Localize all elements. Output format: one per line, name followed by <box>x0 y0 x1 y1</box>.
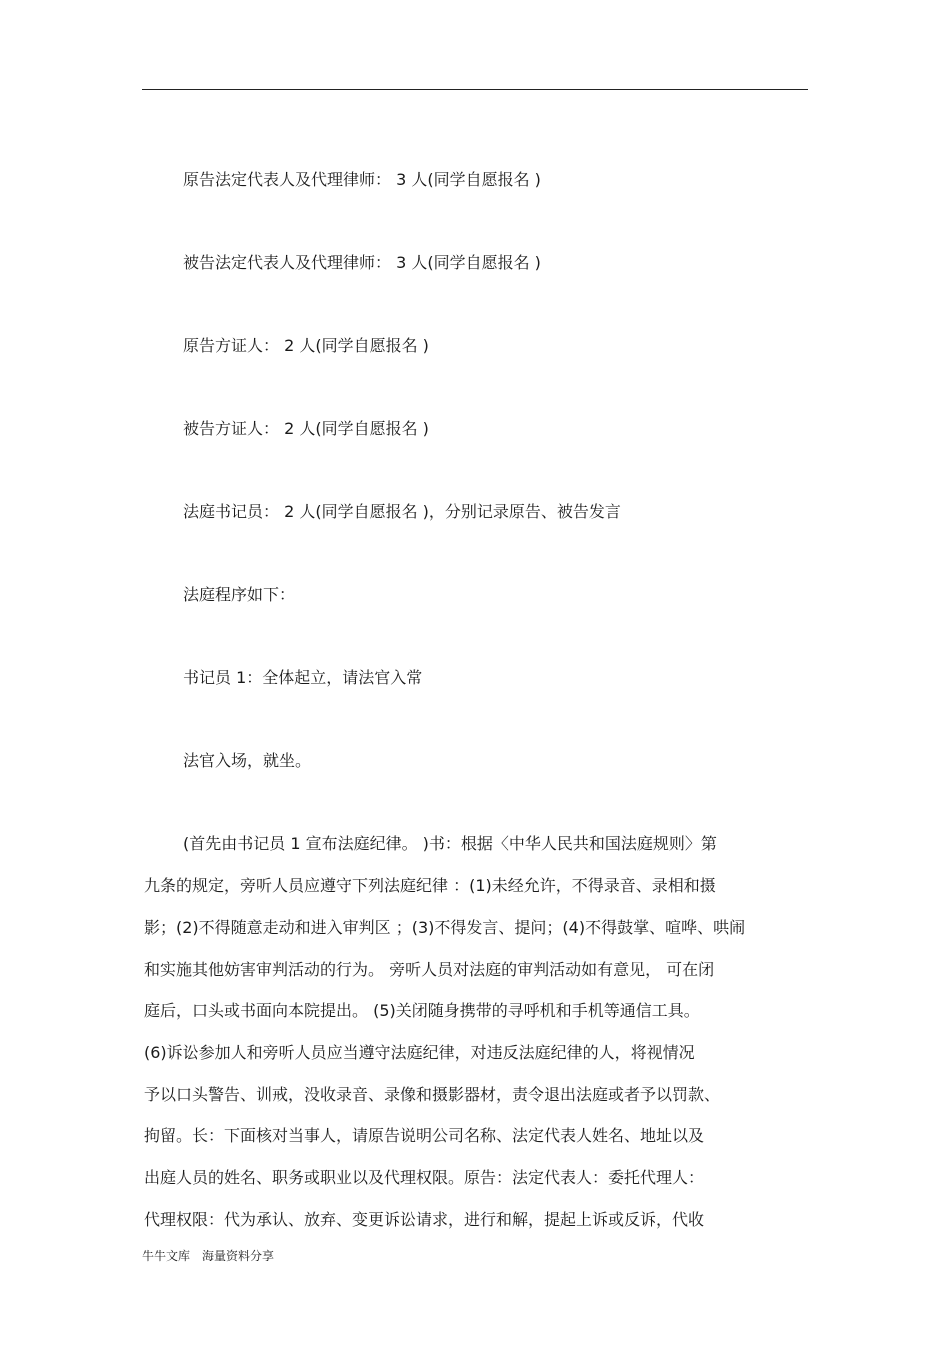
paragraph-line: 出庭人员的姓名、职务或职业以及代理权限。原告：法定代表人：委托代理人： <box>144 1168 705 1187</box>
defendant-witness-line: 被告方证人： 2 人(同学自愿报名 ) <box>183 419 429 438</box>
footer-brand: 牛牛文库 <box>142 1249 191 1263</box>
plaintiff-representative-line: 原告法定代表人及代理律师： 3 人(同学自愿报名 ) <box>183 170 541 189</box>
procedure-heading: 法庭程序如下： <box>183 585 296 604</box>
paragraph-line: 九条的规定，旁听人员应遵守下列法庭纪律 ：(1)未经允许，不得录音、录相和摄 <box>144 876 716 895</box>
paragraph-line: 庭后，口头或书面向本院提出。 (5)关闭随身携带的寻呼机和手机等通信工具。 <box>144 1001 700 1020</box>
page-footer <box>142 1248 274 1264</box>
plaintiff-witness-line: 原告方证人： 2 人(同学自愿报名 ) <box>183 336 429 355</box>
paragraph-line: 影；(2)不得随意走动和进入审判区 ；(3)不得发言、提问；(4)不得鼓掌、喧哗、哄闹 <box>144 918 746 937</box>
court-clerk-line: 法庭书记员： 2 人(同学自愿报名 )，分别记录原告、被告发言 <box>183 502 621 521</box>
paragraph-line: (6)诉讼参加人和旁听人员应当遵守法庭纪律，对违反法庭纪律的人，将视情况 <box>144 1043 695 1062</box>
header-rule <box>142 89 808 90</box>
paragraph-line: 拘留。长：下面核对当事人，请原告说明公司名称、法定代表人姓名、地址以及 <box>144 1126 705 1145</box>
footer-slogan: 海量资料分享 <box>202 1249 275 1263</box>
defendant-representative-line: 被告法定代表人及代理律师： 3 人(同学自愿报名 ) <box>183 253 541 272</box>
paragraph-line: (首先由书记员 1 宣布法庭纪律。 )书：根据〈中华人民共和国法庭规则〉第 <box>183 834 717 853</box>
judge-enters-line: 法官入场，就坐。 <box>183 751 312 770</box>
paragraph-line: 和实施其他妨害审判活动的行为。 旁听人员对法庭的审判活动如有意见， 可在闭 <box>144 960 715 979</box>
paragraph-line: 代理权限：代为承认、放弃、变更诉讼请求，进行和解，提起上诉或反诉，代收 <box>144 1210 705 1229</box>
clerk-announcement-line: 书记员 1：全体起立，请法官入常 <box>183 668 423 687</box>
paragraph-line: 予以口头警告、训戒，没收录音、录像和摄影器材，责令退出法庭或者予以罚款、 <box>144 1085 721 1104</box>
